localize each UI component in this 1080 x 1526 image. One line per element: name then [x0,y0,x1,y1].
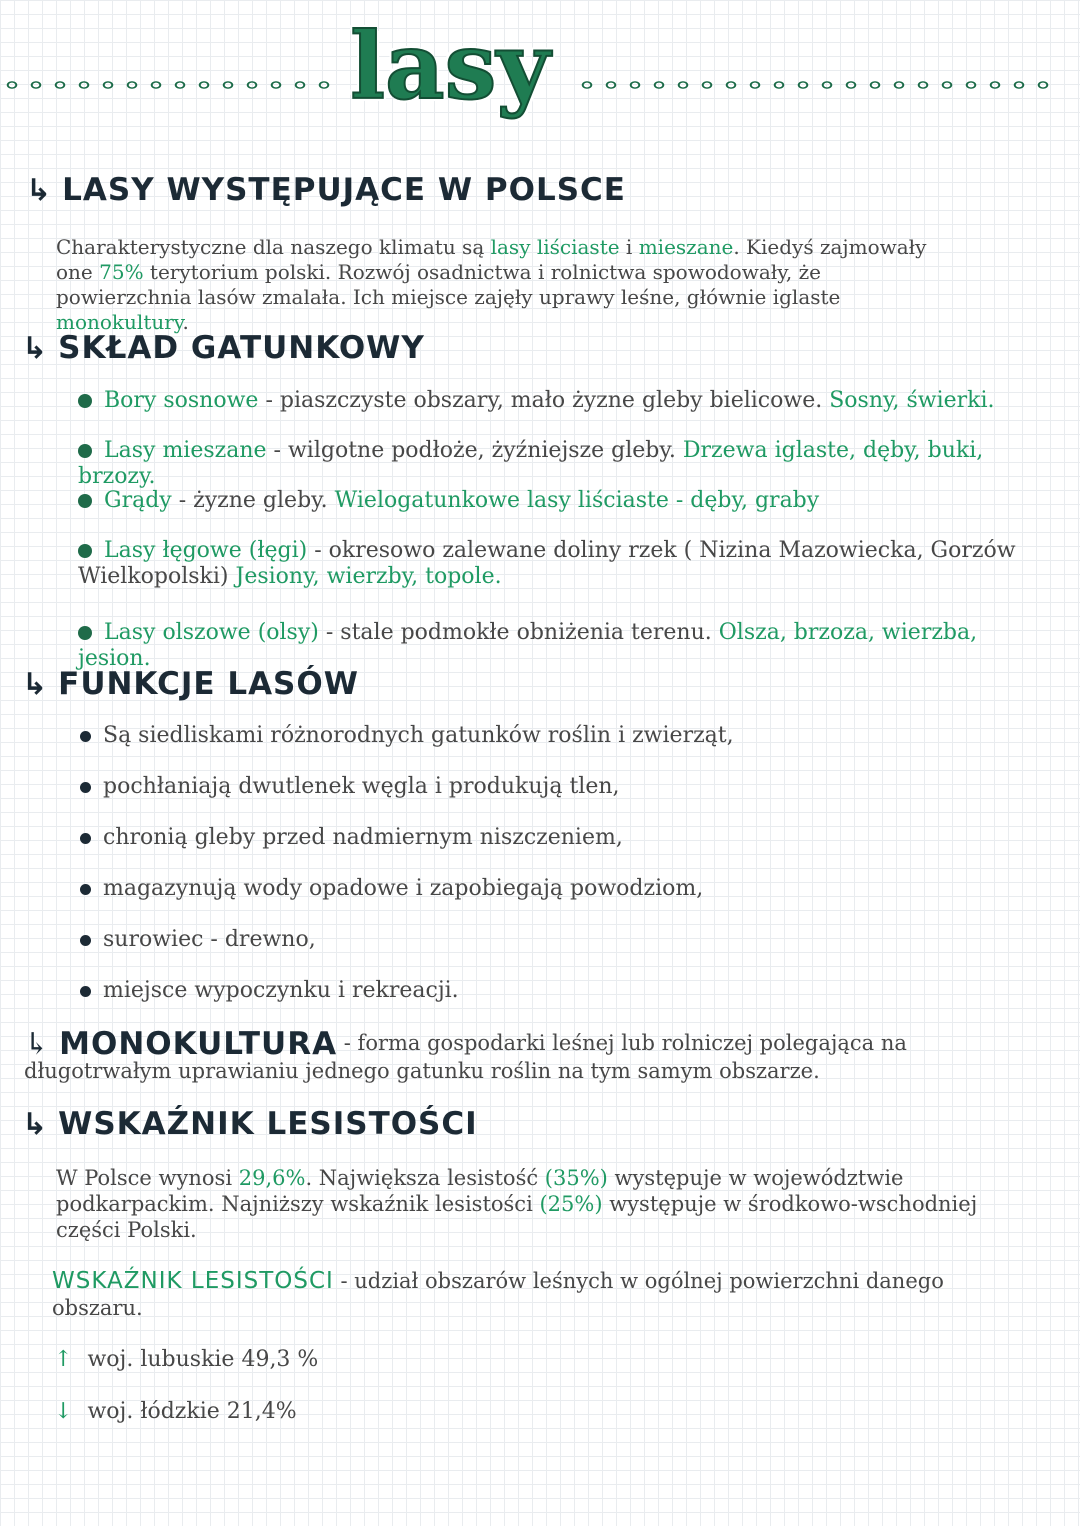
species-item [78,388,1033,414]
species-description: - żyzne gleby. [171,488,335,513]
highlight-term: mieszane [638,235,734,259]
function-item [80,722,734,750]
bullet-icon [80,731,91,742]
min-lesistosc [54,1398,297,1426]
title-chain-left [0,74,330,96]
bullet-icon [80,884,91,895]
lesistosc-paragraph [56,1165,996,1243]
highlight-term: monokultury [56,310,183,334]
section-heading-lasy-w-polsce: ↳ LASY WYSTĘPUJĄCE W POLSCE [26,172,626,208]
bullet-icon [80,782,91,793]
species-trees: Jesiony, wierzby, topole. [235,564,502,589]
species-item [78,538,1033,590]
title-chain-right [575,74,1055,96]
highlight-term: (35%) [544,1166,608,1190]
species-description: - wilgotne podłoże, żyźniejsze gleby. [266,438,683,463]
intro-paragraph [56,235,956,335]
text-run: W Polsce wynosi [56,1166,239,1190]
bullet-icon [80,833,91,844]
function-text: miejsce wypoczynku i rekreacji. [103,978,459,1003]
arrow-icon: ↳ [22,1107,49,1142]
text-run: i [619,235,639,259]
bullet-icon [80,935,91,946]
text-run: występuje w województwie podkarpackim. Najniższy wskaźnik lesistości [56,1166,904,1216]
species-item [78,488,1033,514]
arrow-icon: ↳ [26,173,53,208]
species-description: - okresowo zalewane doliny rzek ( Nizina Mazowiecka, Gorzów Wielkopolski) [78,538,1016,589]
lesistosc-definition [52,1268,992,1322]
species-item [78,438,1033,490]
text-run: . Kiedyś zajmowały one [56,235,927,284]
species-name: Lasy olszowe (olsy) [104,620,319,645]
section-heading-funkcje-lasow: ↳ FUNKCJE LASÓW [22,666,359,702]
species-name: Lasy mieszane [104,438,267,463]
species-trees: Olsza, brzoza, wierzba, jesion. [78,620,978,671]
species-trees: Drzewa iglaste, dęby, buki, brzozy. [78,438,984,489]
text-run: Charakterystyczne dla naszego klimatu są [56,235,491,259]
arrow-icon: ↳ [22,667,49,702]
section-heading-wskaznik-lesistosci: ↳ WSKAŹNIK LESISTOŚCI [22,1106,478,1142]
highlight-term: (25%) [539,1192,603,1216]
lesistosc-definition-text: - udział obszarów leśnych w ogólnej powierzchni danego obszaru. [52,1269,944,1320]
species-trees: Wielogatunkowe lasy liściaste - dęby, graby [334,488,820,513]
function-item [80,926,316,954]
section-heading-sklad-gatunkowy: ↳ SKŁAD GATUNKOWY [22,330,425,366]
function-text: pochłaniają dwutlenek węgla i produkują tlen, [103,774,620,799]
monokultura-heading: MONOKULTURA [59,1026,338,1062]
species-name: Bory sosnowe [104,388,259,413]
species-description: - piaszczyste obszary, mało żyzne gleby bielicowe. [258,388,830,413]
bullet-icon [78,544,92,558]
function-item [80,824,623,852]
text-run: . [182,310,189,334]
function-text: magazynują wody opadowe i zapobiegają powodziom, [103,876,704,901]
max-lesistosc [54,1346,318,1374]
page-title: lasy [350,12,550,120]
arrow-icon: ↳ [24,1027,50,1062]
lesistosc-definition-term: WSKAŹNIK LESISTOŚCI [52,1268,334,1294]
species-trees: Sosny, świerki. [829,388,995,413]
function-item [80,977,459,1005]
arrow-icon: ↳ [22,331,49,366]
function-text: surowiec - drewno, [103,927,316,952]
min-lesistosc-text: woj. łódzkie 21,4% [87,1399,297,1424]
function-item [80,773,620,801]
species-description: - stale podmokłe obniżenia terenu. [318,620,719,645]
highlight-term: lasy liściaste [490,235,620,259]
arrow-down-icon: ↓ [54,1399,73,1424]
text-run: . Największa lesistość [305,1166,545,1190]
function-item [80,875,703,903]
bullet-icon [78,394,92,408]
species-item [78,620,1033,672]
bullet-icon [78,494,92,508]
bullet-icon [78,626,92,640]
highlight-term: 29,6% [238,1166,306,1190]
function-text: chronią gleby przed nadmiernym niszczeniem, [103,825,623,850]
species-name: Lasy łęgowe (łęgi) [104,538,308,563]
arrow-up-icon: ↑ [54,1347,73,1372]
max-lesistosc-text: woj. lubuskie 49,3 % [87,1347,319,1372]
highlight-term: 75% [99,260,144,284]
bullet-icon [78,444,92,458]
species-name: Grądy [104,488,172,513]
function-text: Są siedliskami różnorodnych gatunków roślin i zwierząt, [103,723,734,748]
monokultura-block [24,1026,1034,1085]
text-run: występuje w środkowo-wschodniej części Polski. [56,1192,978,1242]
monokultura-definition: - forma gospodarki leśnej lub rolniczej polegająca na długotrwałym uprawianiu jednego gatunku roślin na tym samym obszarze. [24,1031,907,1083]
text-run: terytorium polski. Rozwój osadnictwa i rolnictwa spowodowały, że powierzchnia lasów zmalała. Ich miejsce zajęły uprawy leśne, głównie iglaste [56,260,841,309]
bullet-icon [80,986,91,997]
